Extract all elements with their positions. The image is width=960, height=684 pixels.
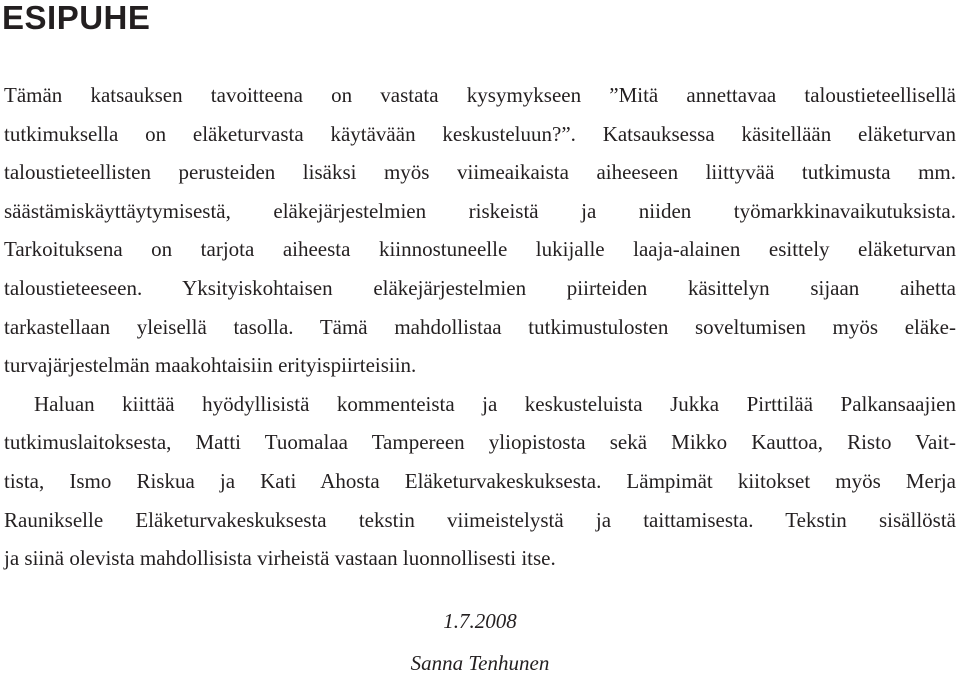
paragraph-1 [4, 76, 956, 385]
signature-block [380, 600, 580, 684]
page-title: ESIPUHE [2, 0, 151, 36]
text-line: Tarkoituksena on tarjota aiheesta kiinnostuneelle lukijalle laaja-alainen esittely eläketurvan [4, 237, 956, 262]
text-line: tutkimuslaitoksesta, Matti Tuomalaa Tampereen yliopistosta sekä Mikko Kauttoa, Risto Vait- [4, 430, 956, 455]
signature-name: Sanna Tenhunen [410, 651, 550, 675]
text-line: taloustieteellisten perusteiden lisäksi myös viimeaikaista aiheeseen liittyvää tutkimusta mm. [4, 160, 956, 185]
text-line: Haluan kiittää hyödyllisistä kommenteista ja keskusteluista Jukka Pirttilää Palkansaajien [34, 391, 956, 416]
text-line: ja siinä olevista mahdollisista virheistä vastaan luonnollisesti itse. [4, 546, 556, 571]
text-line: tutkimuksella on eläketurvasta käytävään keskusteluun?”. Katsauksessa käsitellään eläketurvan [4, 121, 956, 146]
text-line: tarkastellaan yleisellä tasolla. Tämä mahdollistaa tutkimustulosten soveltumisen myös eläke- [4, 314, 956, 339]
text-line: Tämän katsauksen tavoitteena on vastata kysymykseen ”Mitä annettavaa taloustieteellisellä [4, 83, 956, 107]
signature-date: 1.7.2008 [443, 609, 517, 633]
text-line: säästämiskäyttäytymisestä, eläkejärjestelmien riskeistä ja niiden työmarkkinavaikutuksista. [4, 198, 956, 223]
text-line: taloustieteeseen. Yksityiskohtaisen eläkejärjestelmien piirteiden käsittelyn sijaan aihetta [4, 275, 956, 300]
text-line: tista, Ismo Riskua ja Kati Ahosta Eläketurvakeskuksesta. Lämpimät kiitokset myös Merja [4, 468, 956, 493]
text-line: turvajärjestelmän maakohtaisiin erityispiirteisiin. [4, 353, 417, 378]
paragraph-2 [4, 385, 956, 578]
text-line: Raunikselle Eläketurvakeskuksesta tekstin viimeistelystä ja taittamisesta. Tekstin sisällöstä [4, 507, 956, 532]
preface-body [4, 76, 956, 578]
